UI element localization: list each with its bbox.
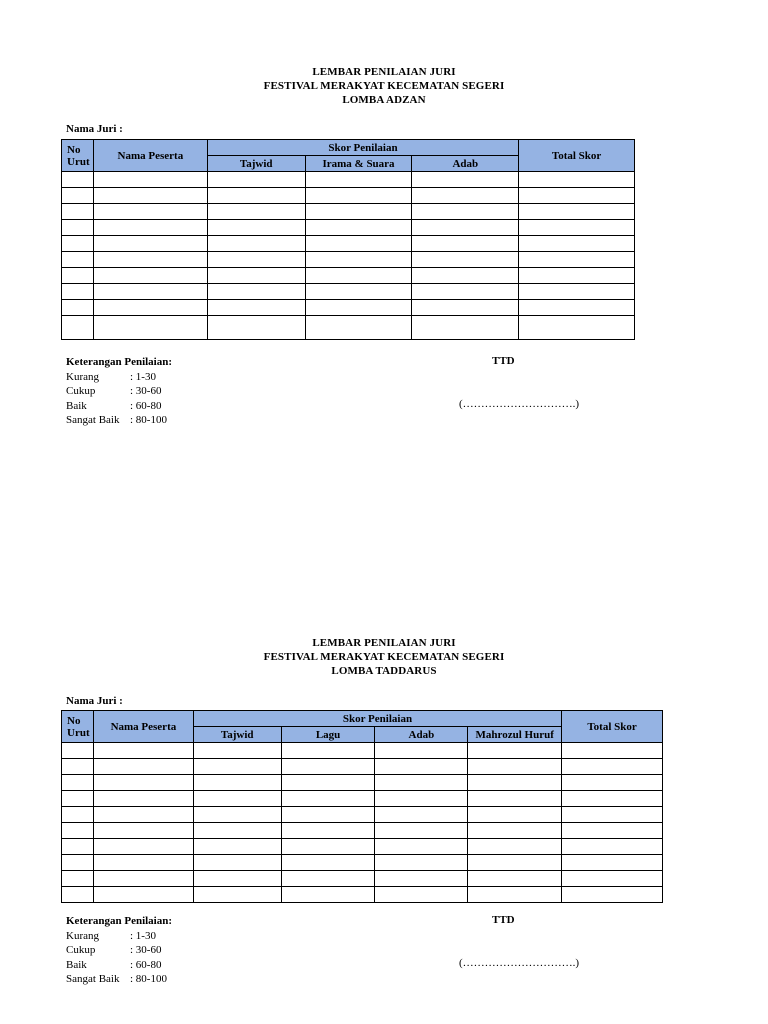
table-row	[62, 743, 663, 759]
title-line-3: LOMBA ADZAN	[342, 94, 426, 106]
table-cell[interactable]	[375, 759, 468, 775]
title-line-1: LEMBAR PENILAIAN JURI	[312, 66, 456, 78]
title-line-2: FESTIVAL MERAKYAT KECEMATAN SEGERI	[263, 80, 505, 92]
table-cell[interactable]	[207, 188, 305, 204]
table-row	[62, 268, 635, 284]
table-cell[interactable]	[193, 855, 281, 871]
table-cell[interactable]	[62, 236, 94, 252]
header-skor-penilaian: Skor Penilaian	[193, 711, 561, 727]
table-row	[62, 236, 635, 252]
table-cell[interactable]	[281, 839, 375, 855]
legend-item: Baik : 60-80	[66, 958, 162, 971]
table-cell[interactable]	[412, 236, 519, 252]
table-cell[interactable]	[62, 204, 94, 220]
table-cell[interactable]	[93, 839, 193, 855]
table-cell[interactable]	[281, 823, 375, 839]
table-cell[interactable]	[281, 855, 375, 871]
legend-title: Keterangan Penilaian:	[66, 915, 173, 927]
table-cell[interactable]	[305, 172, 412, 188]
table-cell[interactable]	[193, 759, 281, 775]
table-cell[interactable]	[207, 268, 305, 284]
table-cell[interactable]	[62, 188, 94, 204]
table-row	[62, 204, 635, 220]
legend	[66, 355, 172, 428]
legend-title: Keterangan Penilaian:	[66, 356, 173, 368]
table-cell[interactable]	[93, 188, 207, 204]
header-row-1	[62, 140, 635, 156]
table-cell[interactable]	[562, 887, 663, 903]
legend	[66, 914, 172, 987]
legend-item: Sangat Baik : 80-100	[66, 414, 167, 426]
table-cell[interactable]	[305, 300, 412, 316]
table-cell[interactable]	[62, 887, 94, 903]
table-cell[interactable]	[193, 743, 281, 759]
table-cell[interactable]	[375, 871, 468, 887]
table-cell[interactable]	[62, 252, 94, 268]
table-cell[interactable]	[62, 871, 94, 887]
header-skor-penilaian: Skor Penilaian	[207, 140, 518, 156]
table-cell[interactable]	[281, 871, 375, 887]
table-cell[interactable]	[412, 188, 519, 204]
title-line-3: LOMBA TADDARUS	[331, 665, 437, 677]
table-cell[interactable]	[93, 871, 193, 887]
table-cell[interactable]	[93, 204, 207, 220]
table-cell[interactable]	[93, 172, 207, 188]
table-row	[62, 839, 663, 855]
table-row	[62, 188, 635, 204]
table-cell[interactable]	[193, 775, 281, 791]
table-row	[62, 807, 663, 823]
header-criterion: Mahrozul Huruf	[468, 727, 562, 743]
legend-item: Baik : 60-80	[66, 399, 162, 412]
table-cell[interactable]	[93, 284, 207, 300]
table-cell[interactable]	[62, 268, 94, 284]
form-title	[0, 65, 768, 107]
ttd-label: TTD	[492, 914, 515, 926]
juri-name-label: Nama Juri :	[66, 123, 123, 135]
table-cell[interactable]	[93, 887, 193, 903]
table-cell[interactable]	[412, 316, 519, 340]
table-cell[interactable]	[93, 220, 207, 236]
table-cell[interactable]	[305, 252, 412, 268]
table-cell[interactable]	[93, 300, 207, 316]
table-row	[62, 871, 663, 887]
score-table	[61, 139, 635, 340]
table-cell[interactable]	[412, 284, 519, 300]
table-cell[interactable]	[375, 775, 468, 791]
table-cell[interactable]	[562, 775, 663, 791]
table-cell[interactable]	[519, 236, 635, 252]
legend-item: Sangat Baik : 80-100	[66, 973, 167, 985]
table-cell[interactable]	[281, 807, 375, 823]
table-cell[interactable]	[412, 268, 519, 284]
table-cell[interactable]	[412, 252, 519, 268]
signature-line: (………………………….)	[459, 398, 580, 410]
table-cell[interactable]	[62, 300, 94, 316]
table-cell[interactable]	[93, 791, 193, 807]
table-cell[interactable]	[468, 775, 562, 791]
table-cell[interactable]	[519, 172, 635, 188]
table-cell[interactable]	[281, 791, 375, 807]
table-cell[interactable]	[207, 220, 305, 236]
table-cell[interactable]	[93, 743, 193, 759]
header-nama-peserta: Nama Peserta	[93, 140, 207, 172]
score-table	[61, 710, 663, 903]
table-row	[62, 775, 663, 791]
table-cell[interactable]	[468, 743, 562, 759]
table-cell[interactable]	[375, 855, 468, 871]
table-cell[interactable]	[305, 316, 412, 340]
table-cell[interactable]	[193, 791, 281, 807]
table-cell[interactable]	[93, 855, 193, 871]
table-cell[interactable]	[562, 855, 663, 871]
table-cell[interactable]	[193, 839, 281, 855]
table-row	[62, 855, 663, 871]
table-cell[interactable]	[62, 743, 94, 759]
table-cell[interactable]	[207, 284, 305, 300]
table-cell[interactable]	[281, 775, 375, 791]
table-cell[interactable]	[375, 887, 468, 903]
header-no-urut: No Urut	[62, 140, 94, 172]
table-cell[interactable]	[305, 284, 412, 300]
table-cell[interactable]	[468, 855, 562, 871]
table-row	[62, 887, 663, 903]
table-row	[62, 823, 663, 839]
table-cell[interactable]	[519, 220, 635, 236]
table-cell[interactable]	[468, 823, 562, 839]
table-cell[interactable]	[375, 823, 468, 839]
table-cell[interactable]	[562, 807, 663, 823]
table-cell[interactable]	[375, 743, 468, 759]
table-cell[interactable]	[305, 204, 412, 220]
table-cell[interactable]	[93, 823, 193, 839]
table-cell[interactable]	[62, 220, 94, 236]
table-cell[interactable]	[305, 188, 412, 204]
table-cell[interactable]	[562, 871, 663, 887]
table-cell[interactable]	[305, 268, 412, 284]
table-cell[interactable]	[93, 236, 207, 252]
table-cell[interactable]	[93, 775, 193, 791]
table-cell[interactable]	[305, 220, 412, 236]
table-cell[interactable]	[375, 807, 468, 823]
header-total-skor: Total Skor	[562, 711, 663, 743]
table-cell[interactable]	[62, 759, 94, 775]
table-cell[interactable]	[519, 316, 635, 340]
table-cell[interactable]	[93, 807, 193, 823]
header-no-urut: No Urut	[62, 711, 94, 743]
header-criterion: Tajwid	[207, 156, 305, 172]
table-cell[interactable]	[519, 284, 635, 300]
table-cell[interactable]	[519, 188, 635, 204]
header-criterion: Irama & Suara	[305, 156, 412, 172]
header-nama-peserta: Nama Peserta	[93, 711, 193, 743]
table-cell[interactable]	[93, 268, 207, 284]
table-cell[interactable]	[193, 887, 281, 903]
header-row-1	[62, 711, 663, 727]
table-cell[interactable]	[519, 204, 635, 220]
table-cell[interactable]	[519, 252, 635, 268]
table-cell[interactable]	[207, 316, 305, 340]
table-cell[interactable]	[207, 252, 305, 268]
header-criterion: Adab	[375, 727, 468, 743]
table-cell[interactable]	[375, 791, 468, 807]
table-cell[interactable]	[468, 759, 562, 775]
table-cell[interactable]	[519, 268, 635, 284]
table-cell[interactable]	[305, 236, 412, 252]
table-cell[interactable]	[93, 316, 207, 340]
table-cell[interactable]	[412, 220, 519, 236]
table-row	[62, 284, 635, 300]
table-cell[interactable]	[207, 236, 305, 252]
header-criterion: Tajwid	[193, 727, 281, 743]
legend-item: Kurang : 1-30	[66, 370, 156, 383]
juri-name-label: Nama Juri :	[66, 695, 123, 707]
table-cell[interactable]	[62, 839, 94, 855]
table-row	[62, 172, 635, 188]
table-cell[interactable]	[62, 823, 94, 839]
table-cell[interactable]	[62, 284, 94, 300]
table-cell[interactable]	[281, 887, 375, 903]
table-cell[interactable]	[62, 807, 94, 823]
table-cell[interactable]	[412, 172, 519, 188]
table-cell[interactable]	[62, 172, 94, 188]
table-cell[interactable]	[562, 823, 663, 839]
table-cell[interactable]	[62, 791, 94, 807]
table-cell[interactable]	[468, 839, 562, 855]
table-cell[interactable]	[468, 807, 562, 823]
table-cell[interactable]	[412, 204, 519, 220]
signature-line: (………………………….)	[459, 957, 580, 969]
table-row	[62, 759, 663, 775]
legend-item: Cukup : 30-60	[66, 385, 162, 397]
form-title	[0, 636, 768, 678]
table-cell[interactable]	[412, 300, 519, 316]
table-row	[62, 300, 635, 316]
table-cell[interactable]	[207, 204, 305, 220]
table-cell[interactable]	[281, 743, 375, 759]
table-cell[interactable]	[562, 791, 663, 807]
table-cell[interactable]	[468, 871, 562, 887]
table-cell[interactable]	[62, 316, 94, 340]
table-cell[interactable]	[375, 839, 468, 855]
table-cell[interactable]	[193, 807, 281, 823]
table-cell[interactable]	[62, 775, 94, 791]
table-cell[interactable]	[207, 300, 305, 316]
table-cell[interactable]	[207, 172, 305, 188]
table-cell[interactable]	[62, 855, 94, 871]
table-cell[interactable]	[519, 300, 635, 316]
table-cell[interactable]	[562, 839, 663, 855]
header-total-skor: Total Skor	[519, 140, 635, 172]
header-criterion: Adab	[412, 156, 519, 172]
ttd-label: TTD	[492, 355, 515, 367]
table-cell[interactable]	[562, 759, 663, 775]
table-cell[interactable]	[281, 759, 375, 775]
title-line-1: LEMBAR PENILAIAN JURI	[312, 637, 456, 649]
table-row	[62, 791, 663, 807]
table-cell[interactable]	[93, 759, 193, 775]
table-row	[62, 220, 635, 236]
table-row	[62, 252, 635, 268]
legend-item: Kurang : 1-30	[66, 929, 156, 942]
table-cell[interactable]	[193, 871, 281, 887]
legend-item: Cukup : 30-60	[66, 944, 162, 956]
table-cell[interactable]	[93, 252, 207, 268]
table-cell[interactable]	[193, 823, 281, 839]
table-cell[interactable]	[562, 743, 663, 759]
table-cell[interactable]	[468, 887, 562, 903]
title-line-2: FESTIVAL MERAKYAT KECEMATAN SEGERI	[263, 651, 505, 663]
header-criterion: Lagu	[281, 727, 375, 743]
table-row	[62, 316, 635, 340]
table-cell[interactable]	[468, 791, 562, 807]
